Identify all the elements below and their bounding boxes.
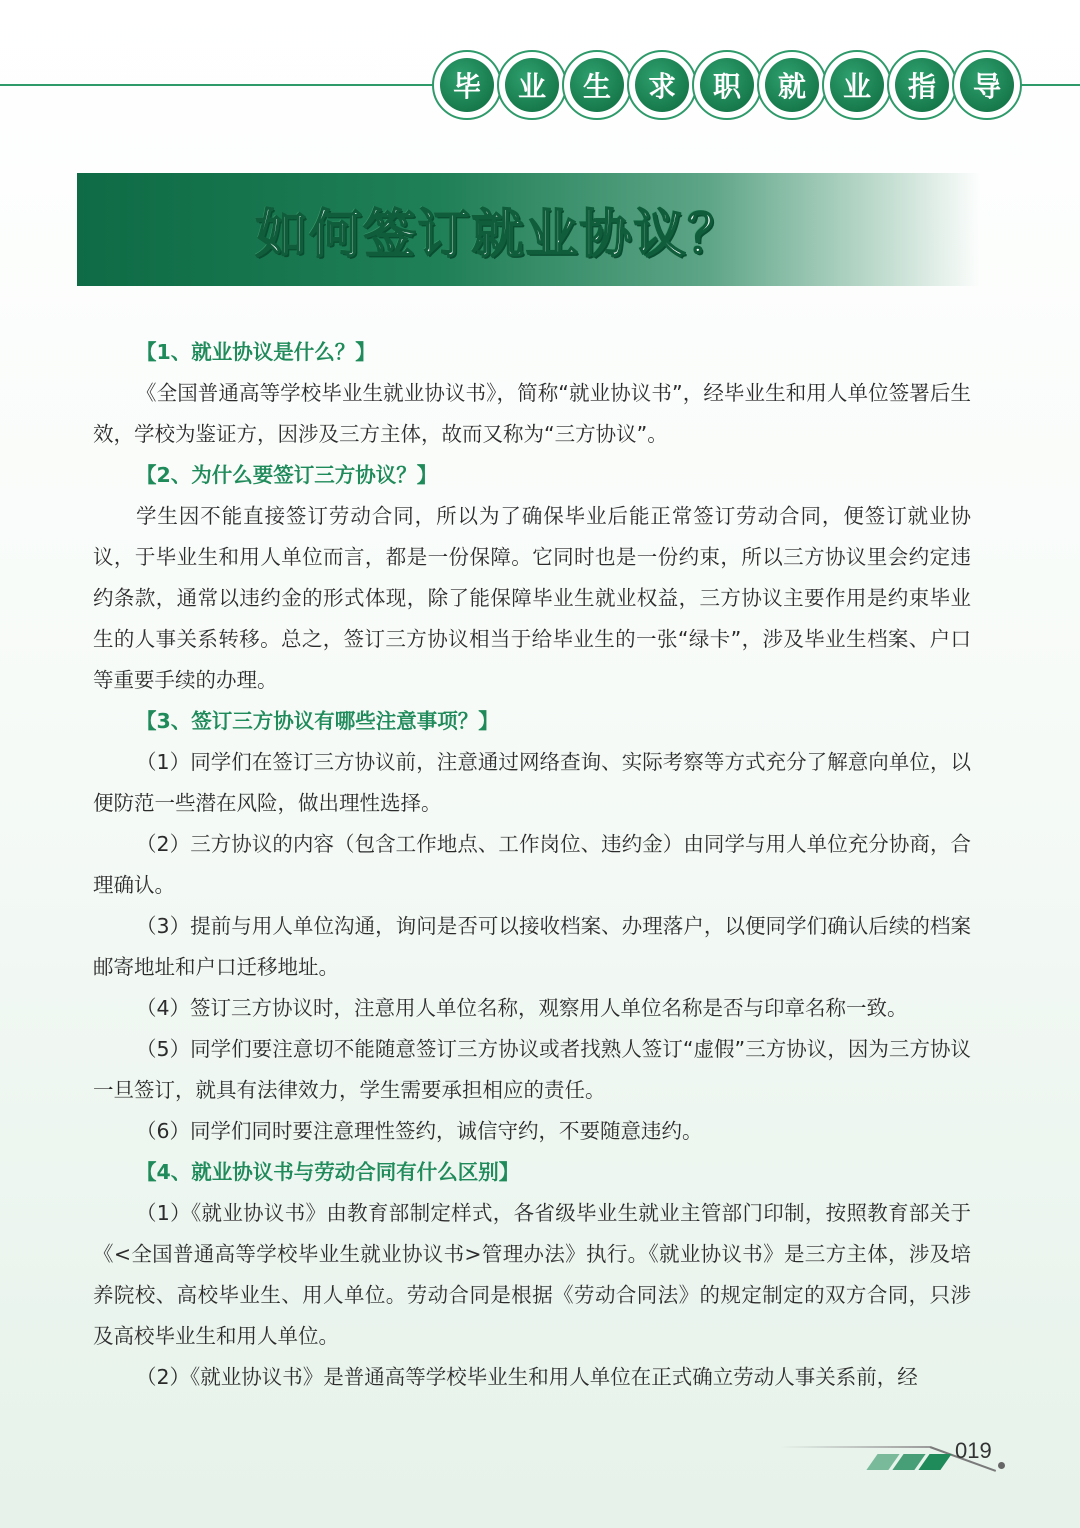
list-item: （2）《就业协议书》是普通高等学校毕业生和用人单位在正式确立劳动人事关系前，经 [136, 1365, 918, 1389]
list-item: （3）提前与用人单位沟通，询问是否可以接收档案、办理落户，以便同学们确认后续的档案邮寄地址和户口迁移地址。 [93, 914, 971, 979]
header-char: 业 [505, 58, 559, 112]
page-footer [780, 1436, 1010, 1476]
header-char: 就 [765, 58, 819, 112]
page-title: 如何签订就业协议？ [255, 204, 742, 265]
list-item: （1）《就业协议书》由教育部制定样式，各省级毕业生就业主管部门印制，按照教育部关于《<全国普通高等学校毕业生就业协议书>管理办法》执行。《就业协议书》是三方主体，涉及培养院校、高校毕业生、用人单位。劳动合同是根据《劳动合同法》的规定制定的双方合同，只涉及高校毕业生和用人单位。 [93, 1201, 971, 1348]
footer-divider [780, 1446, 930, 1448]
list-item: （2）三方协议的内容（包含工作地点、工作岗位、违约金）由同学与用人单位充分协商，合理确认。 [93, 832, 971, 897]
header-char: 职 [700, 58, 754, 112]
header-char: 业 [830, 58, 884, 112]
list-item: （4）签订三方协议时，注意用人单位名称，观察用人单位名称是否与印章名称一致。 [136, 996, 908, 1020]
header-circle [562, 50, 632, 120]
header-title-circles [432, 50, 1017, 120]
header-circle [887, 50, 957, 120]
article-body [93, 332, 971, 1398]
header-circle [952, 50, 1022, 120]
header-char: 生 [570, 58, 624, 112]
page-number: 019 [955, 1438, 992, 1463]
header-circle [692, 50, 762, 120]
section-heading: 【2、为什么要签订三方协议？】 [136, 463, 438, 487]
paragraph: 学生因不能直接签订劳动合同，所以为了确保毕业后能正常签订劳动合同，便签订就业协议，于毕业生和用人单位而言，都是一份保障。它同时也是一份约束，所以三方协议里会约定违约条款，通常以违约金的形式体现，除了能保障毕业生就业权益，三方协议主要作用是约束毕业生的人事关系转移。总之，签订三方协议相当于给毕业生的一张“绿卡”，涉及毕业生档案、户口等重要手续的办理。 [93, 504, 971, 692]
section-heading: 【3、签订三方协议有哪些注意事项？】 [136, 709, 499, 733]
header-circle [432, 50, 502, 120]
header-circle [627, 50, 697, 120]
header-char: 指 [895, 58, 949, 112]
header-char: 求 [635, 58, 689, 112]
header-char: 毕 [440, 58, 494, 112]
header-circle [822, 50, 892, 120]
title-banner [77, 173, 980, 286]
section-heading: 【4、就业协议书与劳动合同有什么区别】 [136, 1160, 520, 1184]
section-heading: 【1、就业协议是什么？】 [136, 340, 376, 364]
list-item: （1）同学们在签订三方协议前，注意通过网络查询、实际考察等方式充分了解意向单位，以便防范一些潜在风险，做出理性选择。 [93, 750, 971, 815]
paragraph: 《全国普通高等学校毕业生就业协议书》，简称“就业协议书”，经毕业生和用人单位签署后生效，学校为鉴证方，因涉及三方主体，故而又称为“三方协议”。 [93, 381, 971, 446]
header-circle [497, 50, 567, 120]
list-item: （6）同学们同时要注意理性签约，诚信守约，不要随意违约。 [136, 1119, 703, 1143]
header-char: 导 [960, 58, 1014, 112]
header-circle [757, 50, 827, 120]
footer-dot-icon [998, 1462, 1005, 1469]
list-item: （5）同学们要注意切不能随意签订三方协议或者找熟人签订“虚假”三方协议，因为三方协议一旦签订，就具有法律效力，学生需要承担相应的责任。 [93, 1037, 971, 1102]
